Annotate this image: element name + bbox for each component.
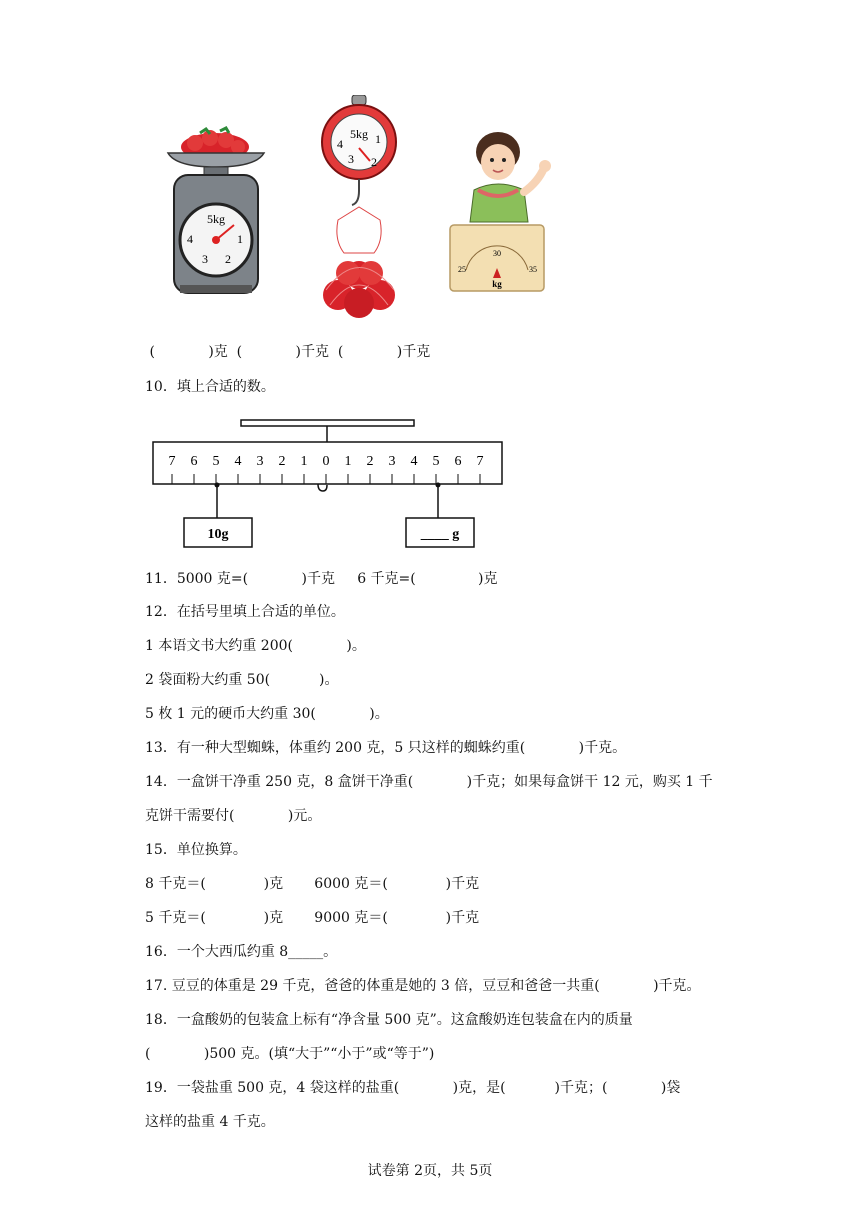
beam-number: 6 [190,454,198,469]
question-line: 克饼干需要付( )元。 [145,808,322,824]
beam-number: 6 [454,454,462,469]
question-line: 17. 豆豆的体重是 29 千克，爸爸的体重是她的 3 倍，豆豆和爸爸一共重( )千克。 [145,978,701,994]
page-footer: 试卷第 2页，共 5页 [367,1163,493,1179]
question-line: 16．一个大西瓜约重 8_____。 [145,944,338,960]
dial-number: 3 [202,252,208,266]
question-line: 13．有一种大型蜘蛛，体重约 200 克，5 只这样的蜘蛛约重( )千克。 [145,740,627,756]
question-line: 12．在括号里填上合适的单位。 [145,604,345,620]
beam-number: 3 [388,454,396,469]
apples-in-net-image [323,207,395,318]
question-line: 5 千克＝( )克 9000 克＝( )千克 [145,910,480,926]
dial-number: 3 [348,152,354,166]
question-line: 18．一盒酸奶的包装盒上标有“净含量 500 克”。这盒酸奶连包装盒在内的质量 [145,1012,633,1028]
beam-number: 7 [168,454,176,469]
beam-number: 2 [278,454,286,469]
beam-number: 1 [344,454,352,469]
question-line: 这样的盐重 4 千克。 [145,1114,275,1130]
beam-number: 2 [366,454,374,469]
dial-number: 1 [375,132,381,146]
body-scale-figure [448,130,556,295]
dial-number: 35 [529,265,537,274]
kitchen-scale-label: 5kg [207,212,225,226]
beam-number: 1 [300,454,308,469]
dial-number: 1 [237,232,243,246]
beam-number: 5 [212,454,220,469]
q10-text: 10．填上合适的数。 [145,379,275,395]
left-weight-label: 10g [207,527,229,542]
beam-number: 4 [410,454,418,469]
question-line: ( )500 克。(填“大于”“小于”或“等于”) [145,1046,435,1062]
beam-number: 0 [322,454,330,469]
dial-number: 4 [187,232,193,246]
question-line: 5 枚 1 元的硬币大约重 30( )。 [145,706,389,722]
dial-number: 30 [493,249,501,258]
kitchen-scale-figure [160,125,270,300]
balance-beam-figure [150,415,510,555]
dial-number: 25 [458,265,466,274]
q9-answer-line: ( )克 ( )千克 ( )千克 [145,344,431,360]
body-scale-unit: kg [492,279,502,289]
right-weight-label: ____ g [420,527,460,542]
question-line: 11．5000 克=( )千克 6 千克=( )克 [145,571,498,587]
child-image [470,132,551,222]
beam-number: 5 [432,454,440,469]
question-line: 1 本语文书大约重 200( )。 [145,638,366,654]
top-bar [241,420,414,426]
beam-number: 7 [476,454,484,469]
question-line: 2 袋面粉大约重 50( )。 [145,672,339,688]
beam-number: 3 [256,454,264,469]
dial-number: 2 [225,252,231,266]
question-line: 19．一袋盐重 500 克，4 袋这样的盐重( )克，是( )千克；( )袋 [145,1080,681,1096]
question-line: 14．一盒饼干净重 250 克，8 盒饼干净重( )千克；如果每盒饼干 12 元，购买 1 千 [145,774,713,790]
question-line: 8 千克＝( )克 6000 克＝( )千克 [145,876,480,892]
hanging-scale-figure [308,95,410,325]
dial-number: 2 [371,155,377,169]
hanging-scale-label: 5kg [350,127,368,141]
dial-number: 4 [337,137,343,151]
question-line: 15．单位换算。 [145,842,247,858]
beam-number: 4 [234,454,242,469]
